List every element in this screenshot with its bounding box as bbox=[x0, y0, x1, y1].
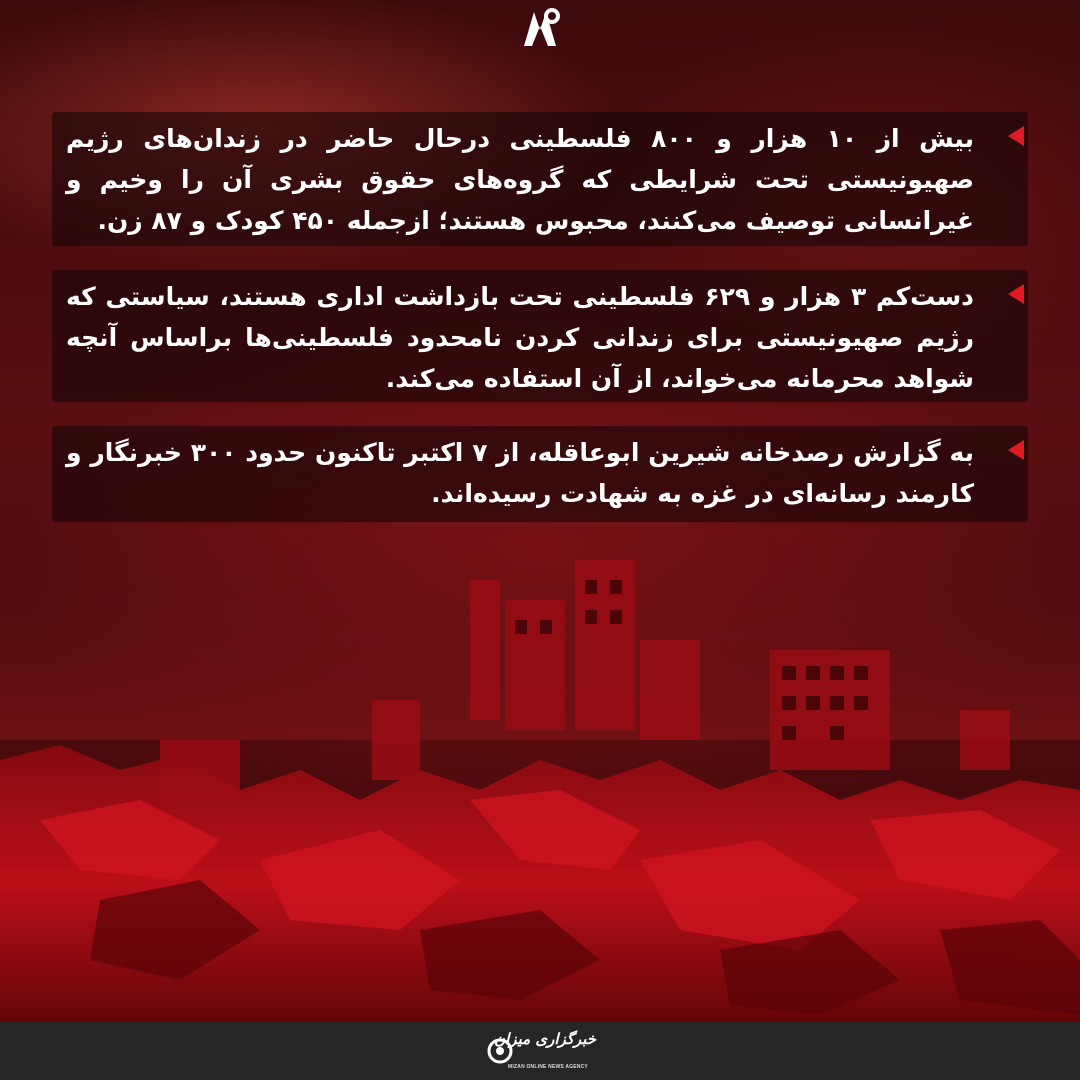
logo-subtitle: MIZAN ONLINE NEWS AGENCY bbox=[508, 1064, 588, 1070]
mizan-mark-icon bbox=[516, 6, 564, 50]
bullet-text: بیش از ۱۰ هزار و ۸۰۰ فلسطینی درحال حاضر در زندان‌های رژیم صهیونیستی تحت شرایطی که گروه‌های حقوق بشری آن را وخیم و غیرانسانی توصیف می‌کنند، محبوس هستند؛ ازجمله ۴۵۰ کودک و ۸۷ زن. bbox=[66, 124, 974, 235]
logo-wordmark: خبرگزاری میزان bbox=[494, 1030, 596, 1048]
bullet-item-administrative-detention bbox=[52, 270, 1028, 402]
bullet-text: به گزارش رصدخانه شیرین ابوعاقله، از ۷ اکتبر تاکنون حدود ۳۰۰ خبرنگار و کارمند رسانه‌ای در غزه به شهادت رسیده‌اند. bbox=[66, 438, 975, 508]
bullet-item-prisoners bbox=[52, 112, 1028, 246]
bullet-text: دست‌کم ۳ هزار و ۶۲۹ فلسطینی تحت بازداشت اداری هستند، سیاستی که رژیم صهیونیستی برای زندانی کردن نامحدود فلسطینی‌ها براساس آنچه شواهد محرمانه می‌خواند، از آن استفاده می‌کند. bbox=[66, 282, 975, 393]
bullet-arrow-icon bbox=[1008, 126, 1024, 146]
bullet-arrow-icon bbox=[1008, 440, 1024, 460]
bullet-item-journalists bbox=[52, 426, 1028, 522]
bullet-arrow-icon bbox=[1008, 284, 1024, 304]
